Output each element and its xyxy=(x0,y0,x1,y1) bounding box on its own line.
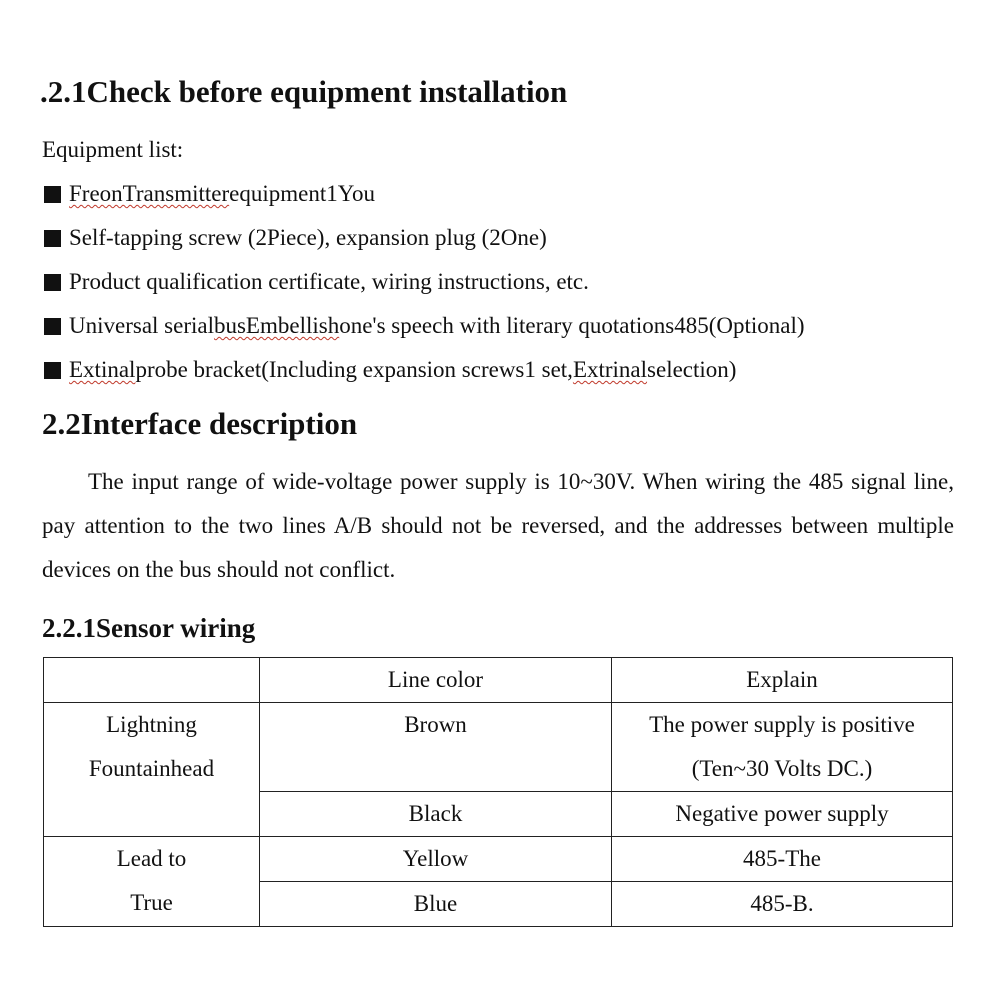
group-label-line: True xyxy=(130,890,173,915)
table-row xyxy=(44,703,953,792)
group-label-line: Lightning xyxy=(106,712,197,737)
list-item xyxy=(42,348,954,392)
equipment-list-intro: Equipment list: xyxy=(42,137,184,162)
group-label-line: Lead to xyxy=(116,846,187,871)
line-color-cell: Black xyxy=(260,792,612,837)
list-item-text: Product qualification certificate, wiring instructions, etc. xyxy=(69,269,589,294)
list-item-text: one's speech with literary quotations485(Optional) xyxy=(339,313,805,338)
list-item-text-pre: Universal serial xyxy=(69,313,214,338)
list-item-text: Self-tapping screw (2Piece), expansion plug (2One) xyxy=(69,225,547,250)
section-2-2-heading: 2.2Interface description xyxy=(42,406,358,441)
square-bullet-icon xyxy=(44,186,61,203)
list-item xyxy=(42,216,954,260)
list-item-text: equipment1You xyxy=(229,181,376,206)
group-label-line: Fountainhead xyxy=(88,756,215,781)
explain-cell: 485-The xyxy=(612,837,953,882)
list-item-text-2: selection) xyxy=(647,357,737,382)
explain-cell: 485-B. xyxy=(612,882,953,927)
list-item-underlined: Extinal xyxy=(69,357,136,382)
table-header-row xyxy=(44,658,953,703)
explain-cell: Negative power supply xyxy=(612,792,953,837)
table-header-cell: Line color xyxy=(260,658,612,703)
list-item-underlined: busEmbellish xyxy=(213,313,340,338)
group-label-cell xyxy=(44,837,260,927)
interface-description-paragraph: The input range of wide-voltage power supply is 10~30V. When wiring the 485 signal line, pay attention to the two lines A/B should not be reversed, and the addresses between multiple devices on the bus should not conflict. xyxy=(42,469,954,582)
square-bullet-icon xyxy=(44,230,61,247)
group-label-cell xyxy=(44,703,260,837)
list-item-underlined-2: Extrinal xyxy=(572,357,648,382)
table-row xyxy=(44,837,953,882)
list-item-underlined: FreonTransmitter xyxy=(69,181,230,206)
list-item-text: probe bracket(Including expansion screws1 set, xyxy=(135,357,573,382)
list-item xyxy=(42,260,954,304)
list-item xyxy=(42,304,954,348)
square-bullet-icon xyxy=(44,274,61,291)
list-item xyxy=(42,172,954,216)
line-color-cell: Brown xyxy=(260,703,612,792)
table-header-cell: Explain xyxy=(612,658,953,703)
explain-cell xyxy=(612,703,953,792)
line-color-cell: Yellow xyxy=(260,837,612,882)
line-color-cell: Blue xyxy=(260,882,612,927)
square-bullet-icon xyxy=(44,362,61,379)
explain-line: The power supply is positive xyxy=(649,712,915,737)
section-2-2-1-heading: 2.2.1Sensor wiring xyxy=(42,613,256,643)
square-bullet-icon xyxy=(44,318,61,335)
explain-line: (Ten~30 Volts DC.) xyxy=(691,756,873,781)
section-2-1-heading: .2.1Check before equipment installation xyxy=(40,74,568,109)
sensor-wiring-table xyxy=(43,657,953,927)
document-page xyxy=(42,70,954,650)
table-header-cell xyxy=(44,658,260,703)
